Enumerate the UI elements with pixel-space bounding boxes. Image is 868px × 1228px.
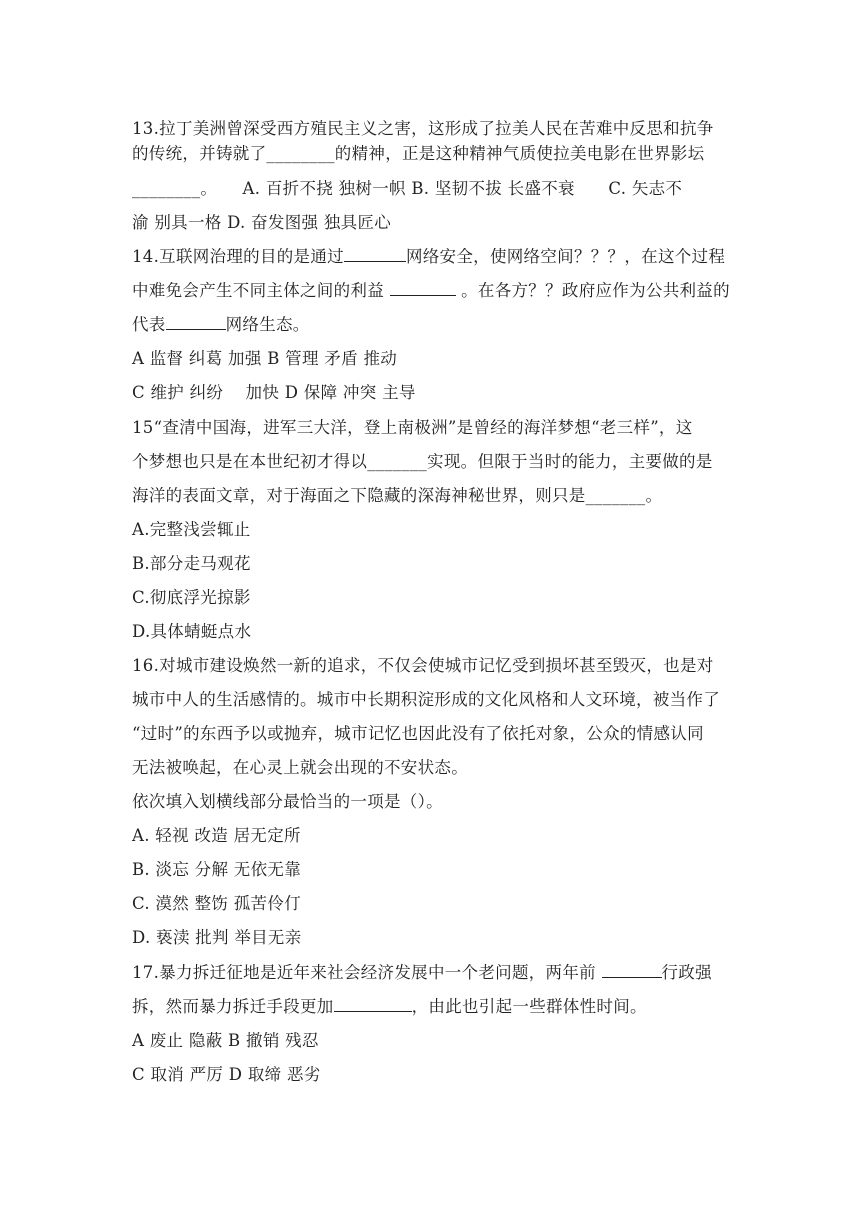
- q15-line-2: 个梦想也只是在本世纪初才得以_______实现。但限于当时的能力，主要做的是: [132, 452, 713, 471]
- q13-line-2: 的传统，并铸就了________的精神，正是这种精神气质使拉美电影在世界影坛: [132, 144, 705, 163]
- q16-line-1: 16.对城市建设焕然一新的追求，不仅会使城市记忆受到损坏甚至毁灭，也是对: [132, 656, 714, 675]
- q14-options-cd: C 维护 纠纷 加快 D 保障 冲突 主导: [132, 383, 416, 402]
- q13-line-4: 渝 别具一格 D. 奋发图强 独具匠心: [132, 213, 392, 232]
- q15-line-3: 海洋的表面文章，对于海面之下隐藏的深海神秘世界，则只是_______。: [132, 486, 663, 505]
- q14-line-2: [132, 280, 730, 302]
- q15-option-d: D.具体蜻蜓点水: [132, 622, 252, 641]
- q13-line-1: 13.拉丁美洲曾深受西方殖民主义之害，这形成了拉美人民在苦难中反思和抗争: [132, 119, 714, 138]
- q17-options-ab: A 废止 隐蔽 B 撤销 残忍: [132, 1031, 319, 1050]
- q17-text-2b: ，由此也引起一些群体性时间。: [411, 997, 647, 1016]
- q16-option-d: D. 亵渎 批判 举目无亲: [132, 928, 302, 947]
- q15-option-a: A.完整浅尝辄止: [132, 520, 251, 539]
- q14-text-3a: 代表: [132, 315, 166, 334]
- q16-prompt: 依次填入划横线部分最恰当的一项是（）。: [132, 792, 443, 811]
- q14-text-3b: 网络生态。: [225, 315, 310, 334]
- q17-text-2a: 拆，然而暴力拆迁手段更加: [132, 997, 334, 1016]
- q17-blank-2: [334, 996, 412, 1012]
- q17-line-2: [132, 996, 647, 1018]
- q14-options-ab: A 监督 纠葛 加强 B 管理 矛盾 推动: [132, 349, 398, 368]
- q17-text-1b: 行政强: [661, 963, 712, 982]
- q16-line-3: “过时”的东西予以或抛弃，城市记忆也因此没有了依托对象，公众的情感认同: [132, 724, 704, 743]
- q14-text-2a: 中难免会产生不同主体之间的利益: [132, 281, 384, 300]
- q16-line-2: 城市中人的生活感情的。城市中长期积淀形成的文化风格和人文环境，被当作了: [132, 690, 720, 709]
- q15-line-1: 15“查清中国海，进军三大洋，登上南极洲”是曾经的海洋梦想“老三样”，这: [132, 418, 693, 437]
- q17-text-1a: 17.暴力拆迁征地是近年来社会经济发展中一个老问题，两年前: [132, 963, 596, 982]
- q13-line-3: ________。 A. 百折不挠 独树一帜 B. 坚韧不拔 长盛不衰 C. 矢志不: [132, 179, 683, 198]
- q14-blank-1: [344, 246, 406, 262]
- q17-options-cd: C 取消 严厉 D 取缔 恶劣: [132, 1065, 321, 1084]
- q16-line-4: 无法被唤起，在心灵上就会出现的不安状态。: [132, 758, 468, 777]
- q15-option-c: C.彻底浮光掠影: [132, 588, 251, 607]
- q14-line-3: [132, 314, 310, 336]
- q17-blank-1: [602, 962, 662, 978]
- q17-line-1: [132, 962, 712, 984]
- q14-line-1: [132, 246, 725, 268]
- q16-option-c: C. 漠然 整饬 孤苦伶仃: [132, 894, 301, 913]
- q14-blank-3: [166, 314, 226, 330]
- q14-text-1a: 14.互联网治理的目的是通过: [132, 247, 344, 266]
- q14-text-2b: 。在各方？？政府应作为公共利益的: [461, 281, 730, 300]
- q16-option-a: A. 轻视 改造 居无定所: [132, 826, 301, 845]
- q14-blank-2: [390, 280, 456, 296]
- q15-option-b: B.部分走马观花: [132, 554, 251, 573]
- q14-text-1b: 网络安全，使网络空间？？？，在这个过程: [405, 247, 726, 266]
- q16-option-b: B. 淡忘 分解 无依无靠: [132, 860, 302, 879]
